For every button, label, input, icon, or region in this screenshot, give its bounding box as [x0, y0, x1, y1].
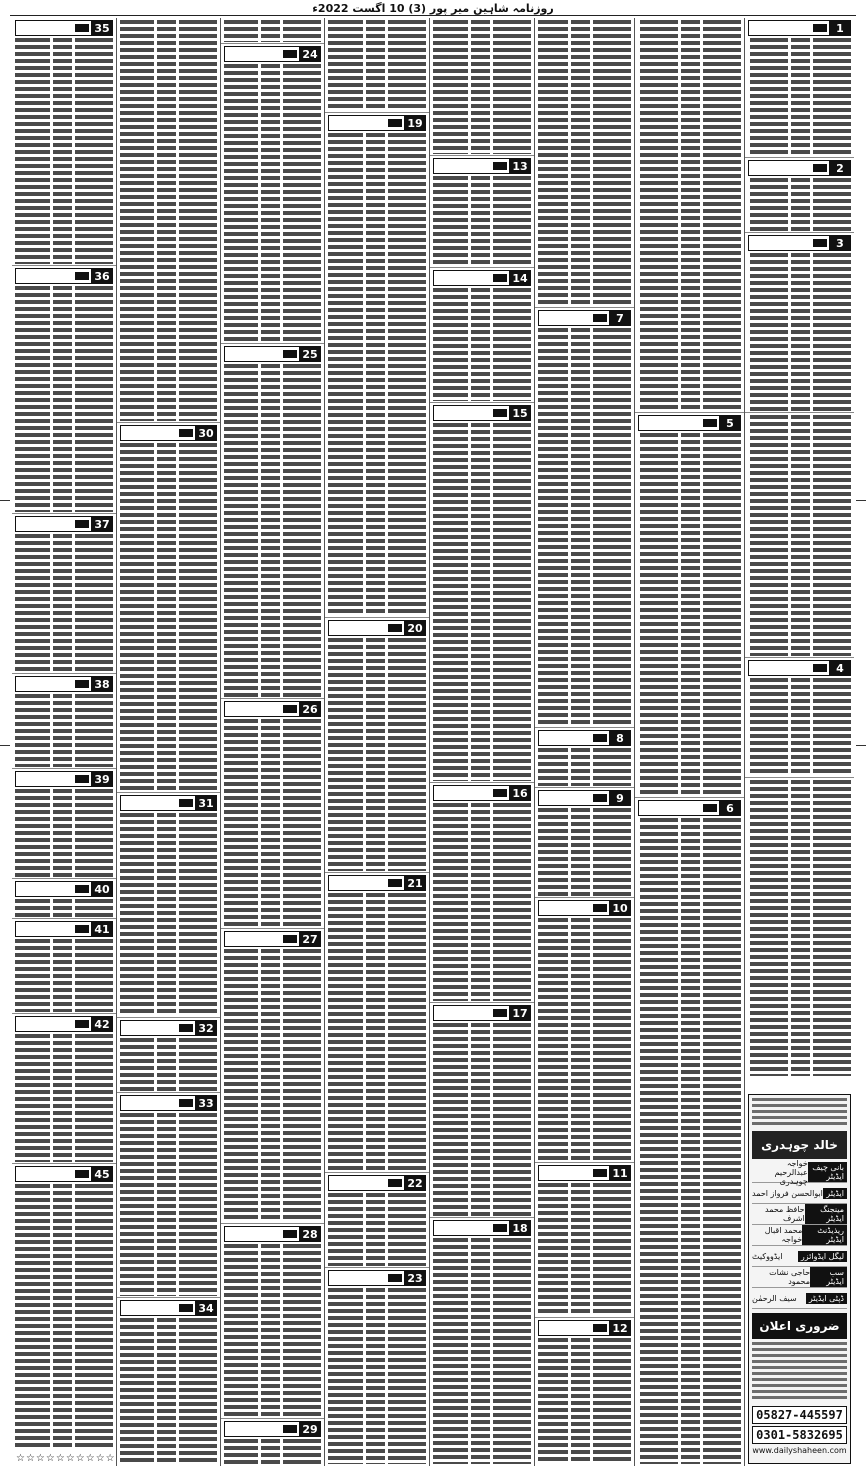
item-number: 32	[195, 1020, 217, 1036]
item-tag	[433, 1220, 531, 1236]
news-item-lead-3	[325, 18, 429, 113]
item-text-block	[328, 638, 426, 871]
staff-row	[752, 1183, 847, 1204]
staff-name: سیف الرحمٰن	[752, 1293, 797, 1303]
item-text-block	[224, 64, 321, 342]
item-text-block	[433, 1238, 531, 1464]
header-rule	[10, 15, 856, 16]
contact-phones	[752, 1406, 847, 1444]
staff-row	[752, 1288, 847, 1309]
item-label-bar	[748, 160, 829, 176]
item-tag	[224, 701, 321, 717]
item-number: 39	[91, 771, 113, 787]
item-tag	[224, 46, 321, 62]
item-number: 20	[404, 620, 426, 636]
item-tag	[120, 795, 217, 811]
staff-name: حاجی نشات محمود	[769, 1268, 811, 1286]
item-tag	[120, 1300, 217, 1316]
staff-role: بانی چیف ایڈیٹر	[808, 1162, 847, 1182]
news-item-33	[117, 1093, 220, 1298]
column-3	[534, 18, 634, 1466]
column-6	[220, 18, 324, 1466]
item-label-bar	[224, 46, 299, 62]
item-text-block	[538, 328, 631, 726]
item-text-block	[120, 20, 217, 421]
item-tag	[638, 800, 741, 816]
item-text-block	[748, 178, 851, 231]
item-number: 12	[609, 1320, 631, 1336]
item-label-bar	[328, 1270, 404, 1286]
item-label-bar	[638, 800, 719, 816]
item-tag	[538, 1320, 631, 1336]
item-number: 40	[91, 881, 113, 897]
staff-name: ابوالحسن فرواز احمد	[752, 1188, 823, 1198]
item-label-bar	[538, 1165, 609, 1181]
item-label-bar	[748, 20, 829, 36]
item-number: 14	[509, 270, 531, 286]
news-item-lead	[535, 18, 634, 308]
news-item-12	[535, 1318, 634, 1466]
imprint-address	[752, 1098, 847, 1128]
item-number: 19	[404, 115, 426, 131]
website: www.dailyshaheen.com	[752, 1446, 847, 1455]
item-text-block	[538, 20, 631, 306]
item-number: 42	[91, 1016, 113, 1032]
item-number: 11	[609, 1165, 631, 1181]
item-text-block	[748, 415, 851, 656]
column-5	[324, 18, 429, 1466]
item-label-bar	[538, 790, 609, 806]
item-tag	[748, 20, 851, 36]
item-label-bar	[15, 921, 91, 937]
news-item-13	[430, 156, 534, 268]
news-item-39	[12, 769, 116, 879]
item-text-block	[433, 288, 531, 401]
item-text-block	[120, 1318, 217, 1464]
item-number: 18	[509, 1220, 531, 1236]
column-1	[744, 18, 854, 1466]
item-text-block	[224, 1439, 321, 1464]
item-tag	[328, 1175, 426, 1191]
staff-role: ایڈیٹر	[823, 1188, 847, 1199]
item-number: 30	[195, 425, 217, 441]
item-number: 38	[91, 676, 113, 692]
item-label-bar	[328, 875, 404, 891]
news-item-41	[12, 919, 116, 1014]
page-header	[0, 0, 866, 16]
item-label-bar	[15, 1166, 91, 1182]
item-text-block	[328, 20, 426, 111]
news-item-4	[745, 658, 854, 778]
item-number: 35	[91, 20, 113, 36]
column-7	[116, 18, 220, 1466]
news-item-31	[117, 793, 220, 1018]
item-tag	[538, 310, 631, 326]
item-number: 16	[509, 785, 531, 801]
staff-row	[752, 1246, 847, 1267]
staff-name: ایڈووکیٹ	[752, 1251, 783, 1261]
item-tag	[638, 415, 741, 431]
item-label-bar	[433, 785, 509, 801]
item-text-block	[328, 893, 426, 1171]
item-tag	[224, 346, 321, 362]
news-item-15	[430, 403, 534, 783]
news-item-6	[635, 798, 744, 1466]
item-text-block	[224, 949, 321, 1222]
item-label-bar	[15, 881, 91, 897]
news-item-22	[325, 1173, 429, 1268]
item-tag	[224, 1421, 321, 1437]
cut-mark	[856, 500, 866, 501]
staff-name: خواجہ عبدالرحیم چوہدری	[774, 1158, 808, 1186]
item-tag	[15, 771, 113, 787]
item-tag	[328, 1270, 426, 1286]
news-item-14	[430, 268, 534, 403]
item-number: 34	[195, 1300, 217, 1316]
item-number: 45	[91, 1166, 113, 1182]
item-tag	[433, 158, 531, 174]
item-tag	[224, 931, 321, 947]
item-number: 33	[195, 1095, 217, 1111]
news-item-1-body	[635, 18, 744, 413]
item-tag	[15, 881, 113, 897]
cut-mark	[0, 500, 10, 501]
item-label-bar	[748, 660, 829, 676]
item-text-block	[15, 939, 113, 1012]
item-text-block	[328, 1193, 426, 1266]
news-item-37	[12, 514, 116, 674]
news-item-24	[221, 44, 324, 344]
news-item-lead-4	[221, 18, 324, 44]
item-tag	[433, 1005, 531, 1021]
item-text-block	[120, 1113, 217, 1296]
news-item-27	[221, 929, 324, 1224]
phone-number: 0301-5832695	[752, 1426, 847, 1444]
news-item-32	[117, 1018, 220, 1093]
item-number: 4	[829, 660, 851, 676]
item-label-bar	[433, 1005, 509, 1021]
item-number: 6	[719, 800, 741, 816]
item-label-bar	[433, 270, 509, 286]
item-text-block	[638, 818, 741, 1464]
item-tag	[15, 20, 113, 36]
item-number: 23	[404, 1270, 426, 1286]
news-item-lead-2	[430, 18, 534, 156]
item-text-block	[224, 719, 321, 927]
news-item-19	[325, 113, 429, 618]
item-text-block	[224, 1244, 321, 1417]
item-tag	[433, 270, 531, 286]
news-item-21	[325, 873, 429, 1173]
cut-mark	[856, 745, 866, 746]
item-text-block	[15, 38, 113, 264]
item-tag	[120, 1020, 217, 1036]
item-text-block	[538, 1183, 631, 1316]
item-text-block	[538, 748, 631, 786]
page-title: روزنامہ شاہین میر پور (3) 10 اگست 2022ء	[312, 1, 554, 15]
news-item-25	[221, 344, 324, 699]
news-item-35	[12, 18, 116, 266]
item-text-block	[15, 534, 113, 672]
chief-editor-name: خالد چوہدری	[752, 1131, 847, 1159]
item-tag	[15, 676, 113, 692]
item-label-bar	[15, 268, 91, 284]
item-text-block	[224, 364, 321, 697]
item-tag	[15, 268, 113, 284]
staff-role: مینجنگ ایڈیٹر	[805, 1204, 847, 1224]
column-8	[12, 18, 116, 1466]
news-item-8	[535, 728, 634, 788]
item-label-bar	[15, 771, 91, 787]
item-tag	[224, 1226, 321, 1242]
item-tag	[433, 785, 531, 801]
staff-row	[752, 1204, 847, 1225]
item-text-block	[120, 1038, 217, 1091]
news-item-5	[635, 413, 744, 798]
item-text-block	[638, 433, 741, 796]
item-text-block	[748, 678, 851, 776]
item-text-block	[748, 780, 851, 1076]
column-2	[634, 18, 744, 1466]
item-tag	[433, 405, 531, 421]
item-label-bar	[224, 931, 299, 947]
news-item-36	[12, 266, 116, 514]
item-number: 41	[91, 921, 113, 937]
cut-mark	[0, 745, 10, 746]
item-text-block	[120, 813, 217, 1016]
news-item-45	[12, 1164, 116, 1466]
item-text-block	[15, 694, 113, 767]
item-label-bar	[15, 1016, 91, 1032]
item-text-block	[748, 253, 851, 411]
staff-row	[752, 1225, 847, 1246]
item-tag	[538, 900, 631, 916]
column-4	[429, 18, 534, 1466]
news-item-38	[12, 674, 116, 769]
staff-row	[752, 1158, 847, 1186]
news-item-7	[535, 308, 634, 728]
item-tag	[120, 1095, 217, 1111]
item-label-bar	[538, 1320, 609, 1336]
news-item-3	[745, 233, 854, 413]
item-text-block	[538, 1338, 631, 1464]
item-text-block	[328, 1288, 426, 1464]
item-label-bar	[120, 1020, 195, 1036]
item-label-bar	[224, 701, 299, 717]
news-item-30	[117, 423, 220, 793]
item-text-block	[15, 1184, 113, 1450]
item-text-block	[15, 789, 113, 877]
item-label-bar	[120, 1095, 195, 1111]
item-label-bar	[120, 795, 195, 811]
item-number: 37	[91, 516, 113, 532]
item-number: 31	[195, 795, 217, 811]
item-label-bar	[120, 425, 195, 441]
item-label-bar	[538, 310, 609, 326]
item-text-block	[15, 286, 113, 512]
item-number: 3	[829, 235, 851, 251]
item-number: 21	[404, 875, 426, 891]
item-number: 25	[299, 346, 321, 362]
item-number: 17	[509, 1005, 531, 1021]
staff-role: لیگل ایڈوائزر	[798, 1251, 847, 1262]
staff-role: ڈپٹی ایڈیٹر	[806, 1293, 847, 1304]
item-label-bar	[433, 158, 509, 174]
item-text-block	[224, 20, 321, 42]
news-item-18	[430, 1218, 534, 1466]
item-tag	[15, 1016, 113, 1032]
item-text-block	[748, 38, 851, 156]
footer-stars: ☆☆☆☆☆☆☆☆☆☆	[16, 1453, 116, 1464]
item-number: 26	[299, 701, 321, 717]
news-item-lead-5	[117, 18, 220, 423]
item-number: 29	[299, 1421, 321, 1437]
news-item-20	[325, 618, 429, 873]
news-item-23	[325, 1268, 429, 1466]
item-number: 5	[719, 415, 741, 431]
item-label-bar	[638, 415, 719, 431]
staff-role: سب ایڈیٹر	[810, 1267, 847, 1287]
item-label-bar	[433, 1220, 509, 1236]
item-number: 7	[609, 310, 631, 326]
item-number: 2	[829, 160, 851, 176]
news-item-34	[117, 1298, 220, 1466]
item-number: 1	[829, 20, 851, 36]
item-label-bar	[328, 1175, 404, 1191]
item-text-block	[638, 20, 741, 411]
news-item-40	[12, 879, 116, 919]
item-tag	[748, 160, 851, 176]
item-number: 28	[299, 1226, 321, 1242]
item-number: 8	[609, 730, 631, 746]
item-label-bar	[224, 346, 299, 362]
item-text-block	[15, 1034, 113, 1162]
item-text-block	[433, 803, 531, 1001]
item-tag	[538, 1165, 631, 1181]
notice-title: ضروری اعلان	[752, 1313, 847, 1339]
news-item-26	[221, 699, 324, 929]
item-label-bar	[748, 235, 829, 251]
item-label-bar	[538, 900, 609, 916]
staff-role: ریذیڈنٹ ایڈیٹر	[802, 1225, 847, 1245]
item-text-block	[15, 899, 113, 917]
news-item-42	[12, 1014, 116, 1164]
item-text-block	[538, 808, 631, 896]
news-item-9	[535, 788, 634, 898]
item-number: 24	[299, 46, 321, 62]
item-label-bar	[15, 20, 91, 36]
item-tag	[15, 921, 113, 937]
item-text-block	[433, 20, 531, 154]
news-item-10	[535, 898, 634, 1163]
item-number: 27	[299, 931, 321, 947]
item-tag	[120, 425, 217, 441]
item-label-bar	[538, 730, 609, 746]
item-tag	[328, 875, 426, 891]
item-text-block	[328, 133, 426, 616]
news-item-2	[745, 158, 854, 233]
news-columns	[12, 18, 854, 1466]
item-text-block	[433, 176, 531, 266]
item-label-bar	[328, 620, 404, 636]
item-tag	[15, 516, 113, 532]
news-item-29	[221, 1419, 324, 1466]
item-label-bar	[15, 676, 91, 692]
item-text-block	[433, 1023, 531, 1216]
item-tag	[328, 115, 426, 131]
staff-row	[752, 1267, 847, 1288]
item-number: 10	[609, 900, 631, 916]
item-label-bar	[433, 405, 509, 421]
item-label-bar	[224, 1421, 299, 1437]
news-item-17	[430, 1003, 534, 1218]
item-tag	[328, 620, 426, 636]
item-tag	[538, 790, 631, 806]
item-number: 9	[609, 790, 631, 806]
phone-number: 05827-445597	[752, 1406, 847, 1424]
item-tag	[748, 660, 851, 676]
item-label-bar	[224, 1226, 299, 1242]
news-item-16	[430, 783, 534, 1003]
item-text-block	[120, 443, 217, 791]
news-item-4-body	[745, 778, 854, 1078]
item-tag	[538, 730, 631, 746]
imprint-box	[748, 1094, 851, 1464]
item-number: 13	[509, 158, 531, 174]
item-number: 15	[509, 405, 531, 421]
staff-name: حافظ محمد اشرف	[765, 1205, 805, 1223]
item-number: 36	[91, 268, 113, 284]
item-text-block	[433, 423, 531, 781]
news-item-1	[745, 18, 854, 158]
item-label-bar	[15, 516, 91, 532]
notice-text	[752, 1342, 847, 1402]
item-label-bar	[328, 115, 404, 131]
staff-name: محمد اقبال خواجہ	[764, 1226, 803, 1244]
item-tag	[15, 1166, 113, 1182]
item-label-bar	[120, 1300, 195, 1316]
item-text-block	[538, 918, 631, 1161]
item-number: 22	[404, 1175, 426, 1191]
news-item-5-continued	[745, 413, 854, 658]
news-item-28	[221, 1224, 324, 1419]
item-tag	[748, 235, 851, 251]
news-item-11	[535, 1163, 634, 1318]
